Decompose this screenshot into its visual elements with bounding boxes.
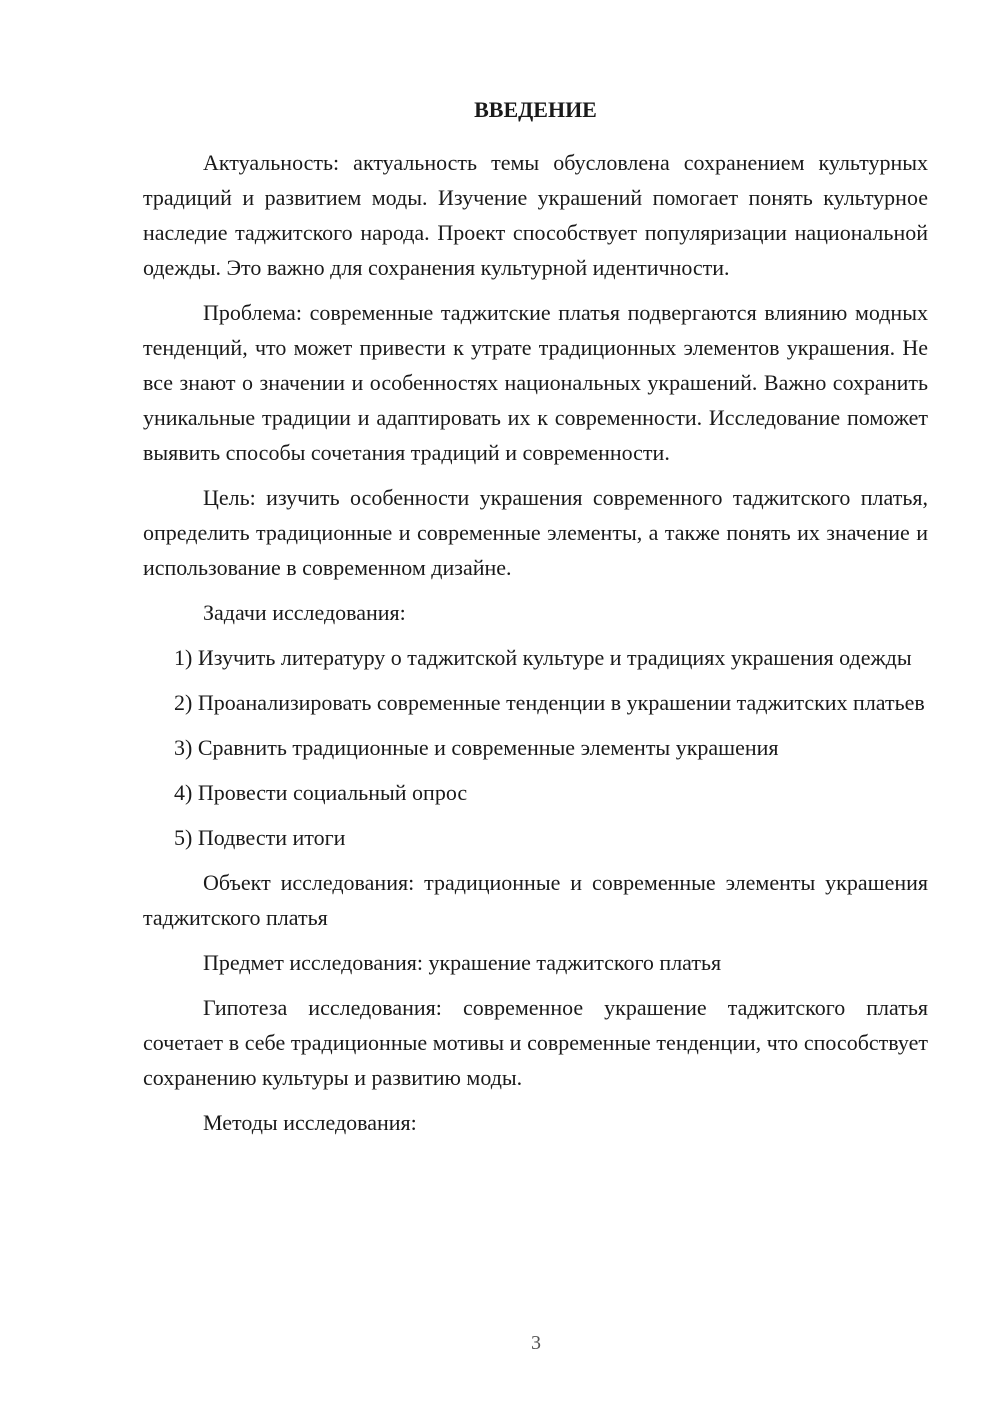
document-page [143, 92, 928, 1150]
problem-paragraph: Проблема: современные таджитские платья подвергаются влиянию модных тенденций, что может привести к утрате традиционных элементов украшения. Не все знают о значении и особенностях национальных украшений. Важно сохранить уникальные традиции и адаптировать их к современности. Исследование поможет выявить способы сочетания традиций и современности. [143, 300, 928, 465]
task-item-2: 2) Проанализировать современные тенденции в украшении таджитских платьев [174, 690, 925, 715]
methods-heading: Методы исследования: [203, 1110, 417, 1135]
tasks-heading: Задачи исследования: [203, 600, 406, 625]
task-item-5: 5) Подвести итоги [174, 825, 346, 850]
subject-paragraph: Предмет исследования: украшение таджитского платья [203, 950, 722, 975]
task-item-4: 4) Провести социальный опрос [174, 780, 468, 805]
goal-paragraph: Цель: изучить особенности украшения современного таджитского платья, определить традиционные и современные элементы, а также понять их значение и использование в современном дизайне. [143, 485, 928, 580]
page-number: 3 [531, 1332, 541, 1354]
section-heading: ВВЕДЕНИЕ [474, 97, 597, 122]
task-item-3: 3) Сравнить традиционные и современные элементы украшения [174, 735, 779, 760]
object-paragraph: Объект исследования: традиционные и современные элементы украшения таджитского платья [143, 870, 928, 930]
task-item-1: 1) Изучить литературу о таджитской культуре и традициях украшения одежды [174, 645, 912, 670]
relevance-paragraph: Актуальность: актуальность темы обусловлена сохранением культурных традиций и развитием моды. Изучение украшений помогает понять культурное наследие таджитского народа. Проект способствует популяризации национальной одежды. Это важно для сохранения культурной идентичности. [143, 150, 928, 280]
hypothesis-paragraph: Гипотеза исследования: современное украшение таджитского платья сочетает в себе традиционные мотивы и современные тенденции, что способствует сохранению культуры и развитию моды. [143, 995, 928, 1090]
